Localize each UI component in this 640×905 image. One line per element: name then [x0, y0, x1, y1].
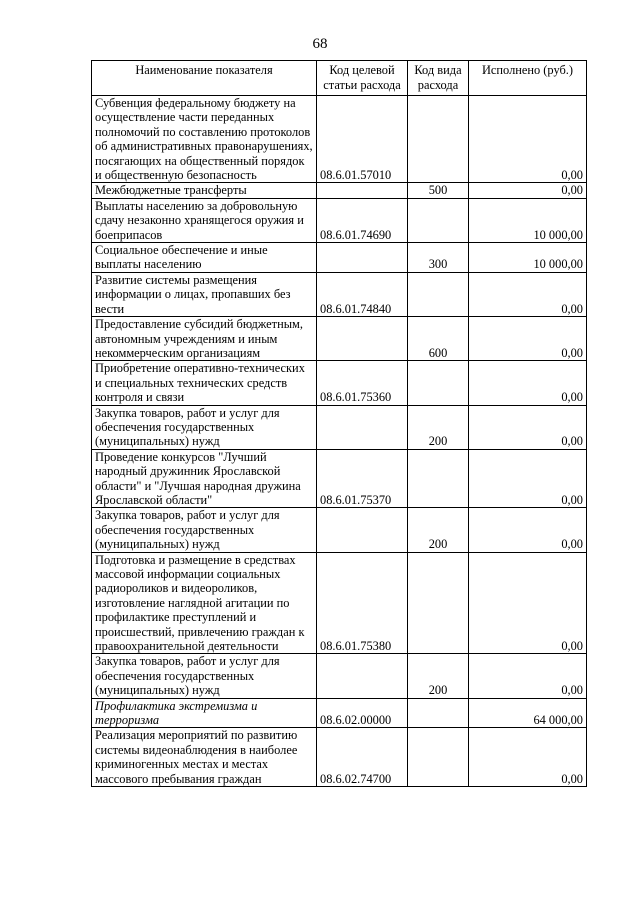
table-row — [92, 96, 587, 183]
cell-target-code — [317, 508, 408, 552]
cell-amount: 0,00 — [469, 183, 587, 198]
column-header-amount: Исполнено (руб.) — [469, 61, 587, 96]
cell-name: Межбюджетные трансферты — [92, 183, 317, 198]
cell-name: Развитие системы размещения информации о лицах, пропавших без вести — [92, 272, 317, 316]
cell-name: Предоставление субсидий бюджетным, автономным учреждениям и иным некоммерческим организациям — [92, 317, 317, 361]
table-row — [92, 317, 587, 361]
cell-target-code: 08.6.02.74700 — [317, 728, 408, 787]
cell-name: Профилактика экстремизма и терроризма — [92, 698, 317, 728]
cell-target-code: 08.6.01.74690 — [317, 198, 408, 242]
cell-amount: 0,00 — [469, 508, 587, 552]
cell-expense-type — [408, 198, 469, 242]
table-row — [92, 198, 587, 242]
cell-target-code: 08.6.01.57010 — [317, 96, 408, 183]
table-body — [92, 96, 587, 787]
table-header-row — [92, 61, 587, 96]
cell-target-code — [317, 243, 408, 273]
table-row — [92, 405, 587, 449]
cell-expense-type — [408, 361, 469, 405]
cell-expense-type: 200 — [408, 508, 469, 552]
cell-amount: 0,00 — [469, 361, 587, 405]
cell-name: Реализация мероприятий по развитию системы видеонаблюдения в наиболее криминогенных местах и местах массового пребывания граждан — [92, 728, 317, 787]
cell-amount: 0,00 — [469, 96, 587, 183]
cell-expense-type — [408, 552, 469, 654]
cell-name: Субвенция федеральному бюджету на осуществление части переданных полномочий по составлению протоколов об административных правонарушениях, посягающих на общественный порядок и общественную безопасность — [92, 96, 317, 183]
cell-expense-type — [408, 728, 469, 787]
cell-amount: 0,00 — [469, 405, 587, 449]
cell-amount: 0,00 — [469, 552, 587, 654]
cell-target-code — [317, 317, 408, 361]
table-row — [92, 728, 587, 787]
cell-amount: 0,00 — [469, 654, 587, 698]
cell-target-code — [317, 654, 408, 698]
cell-amount: 0,00 — [469, 272, 587, 316]
cell-expense-type: 300 — [408, 243, 469, 273]
table-row — [92, 449, 587, 508]
cell-name: Подготовка и размещение в средствах массовой информации социальных радиороликов и видеороликов, изготовление наглядной агитации по профилактике преступлений и происшествий, привлечению граждан к правоохранительной деятельности — [92, 552, 317, 654]
cell-amount: 0,00 — [469, 317, 587, 361]
table-row — [92, 508, 587, 552]
cell-name: Приобретение оперативно-технических и специальных технических средств контроля и связи — [92, 361, 317, 405]
cell-expense-type — [408, 698, 469, 728]
cell-expense-type — [408, 272, 469, 316]
cell-name: Выплаты населению за добровольную сдачу незаконно хранящегося оружия и боеприпасов — [92, 198, 317, 242]
cell-amount: 64 000,00 — [469, 698, 587, 728]
column-header-name: Наименование показателя — [92, 61, 317, 96]
cell-expense-type: 200 — [408, 405, 469, 449]
cell-target-code — [317, 183, 408, 198]
table-row — [92, 552, 587, 654]
table-row — [92, 243, 587, 273]
cell-amount: 0,00 — [469, 728, 587, 787]
cell-expense-type — [408, 96, 469, 183]
cell-expense-type: 200 — [408, 654, 469, 698]
column-header-type: Код вида расхода — [408, 61, 469, 96]
cell-amount: 10 000,00 — [469, 243, 587, 273]
cell-target-code: 08.6.01.75370 — [317, 449, 408, 508]
cell-expense-type: 500 — [408, 183, 469, 198]
table-row — [92, 272, 587, 316]
cell-amount: 0,00 — [469, 449, 587, 508]
cell-target-code — [317, 405, 408, 449]
table-row — [92, 361, 587, 405]
cell-name: Закупка товаров, работ и услуг для обеспечения государственных (муниципальных) нужд — [92, 654, 317, 698]
table-row — [92, 183, 587, 198]
cell-expense-type — [408, 449, 469, 508]
cell-target-code: 08.6.02.00000 — [317, 698, 408, 728]
cell-target-code: 08.6.01.74840 — [317, 272, 408, 316]
cell-name: Закупка товаров, работ и услуг для обеспечения государственных (муниципальных) нужд — [92, 405, 317, 449]
cell-expense-type: 600 — [408, 317, 469, 361]
cell-target-code: 08.6.01.75360 — [317, 361, 408, 405]
cell-name: Социальное обеспечение и иные выплаты населению — [92, 243, 317, 273]
cell-amount: 10 000,00 — [469, 198, 587, 242]
cell-name: Проведение конкурсов "Лучший народный дружинник Ярославской области" и "Лучшая народная дружина Ярославской области" — [92, 449, 317, 508]
table-row — [92, 698, 587, 728]
cell-name: Закупка товаров, работ и услуг для обеспечения государственных (муниципальных) нужд — [92, 508, 317, 552]
cell-target-code: 08.6.01.75380 — [317, 552, 408, 654]
page-number: 68 — [312, 36, 328, 52]
column-header-code: Код целевой статьи расхода — [317, 61, 408, 96]
table-row — [92, 654, 587, 698]
budget-execution-table — [91, 60, 587, 787]
